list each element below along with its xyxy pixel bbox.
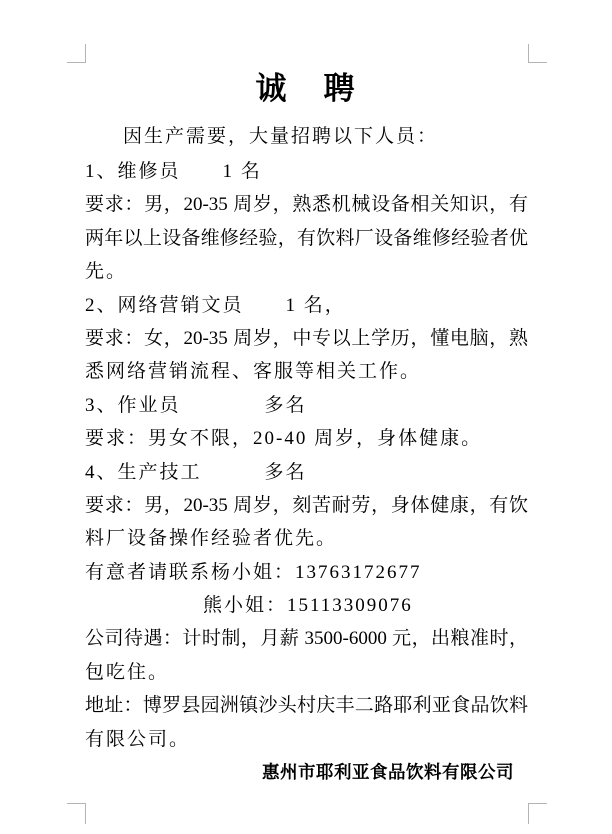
contact-xiong: 熊小姐：15113309076: [203, 595, 413, 617]
position-2-title: 2、网络营销文员 1 名，: [85, 294, 346, 316]
position-4-title: 4、生产技工 多名: [85, 461, 307, 483]
position-4-requirement-line-1: 要求：男，20-35 周岁，刻苦耐劳，身体健康，有饮: [85, 494, 528, 516]
salary-line-1: 公司待遇：计时制，月薪 3500-6000 元，出粮准时，: [85, 628, 528, 650]
company-signature: 惠州市耶利亚食品饮料有限公司: [262, 762, 514, 783]
position-1-requirement-line-3: 先。: [85, 261, 128, 283]
address-line-2: 有限公司。: [85, 728, 191, 750]
position-1-requirement-line-2: 两年以上设备维修经验，有饮料厂设备维修经验者优: [85, 227, 528, 249]
crop-mark-bottom-right: [528, 803, 547, 824]
position-3-requirement-line-1: 要求：男女不限，20-40 周岁，身体健康。: [85, 428, 483, 450]
intro-line: 因生产需要，大量招聘以下人员：: [123, 126, 439, 147]
position-3-title: 3、作业员 多名: [85, 394, 307, 416]
crop-mark-top-left: [67, 44, 86, 63]
crop-mark-bottom-left: [67, 803, 86, 824]
page-title: 诚 聘: [255, 71, 358, 106]
position-4-requirement-line-2: 料厂设备操作经验者优先。: [85, 528, 338, 550]
position-1-requirement-line-1: 要求：男，20-35 周岁，熟悉机械设备相关知识，有: [85, 194, 528, 216]
salary-line-2: 包吃住。: [85, 661, 170, 683]
address-line-1: 地址：博罗县园洲镇沙头村庆丰二路耶利亚食品饮料: [85, 695, 528, 717]
contact-yang: 有意者请联系杨小姐：13763172677: [85, 561, 422, 583]
position-1-title: 1、维修员 1 名: [85, 161, 262, 182]
position-2-requirement-line-2: 悉网络营销流程、客服等相关工作。: [85, 361, 422, 383]
position-2-requirement-line-1: 要求：女，20-35 周岁，中专以上学历，懂电脑，熟: [85, 327, 528, 349]
body-lines: [85, 155, 528, 756]
crop-mark-top-right: [528, 44, 547, 63]
document-body: [85, 64, 528, 789]
